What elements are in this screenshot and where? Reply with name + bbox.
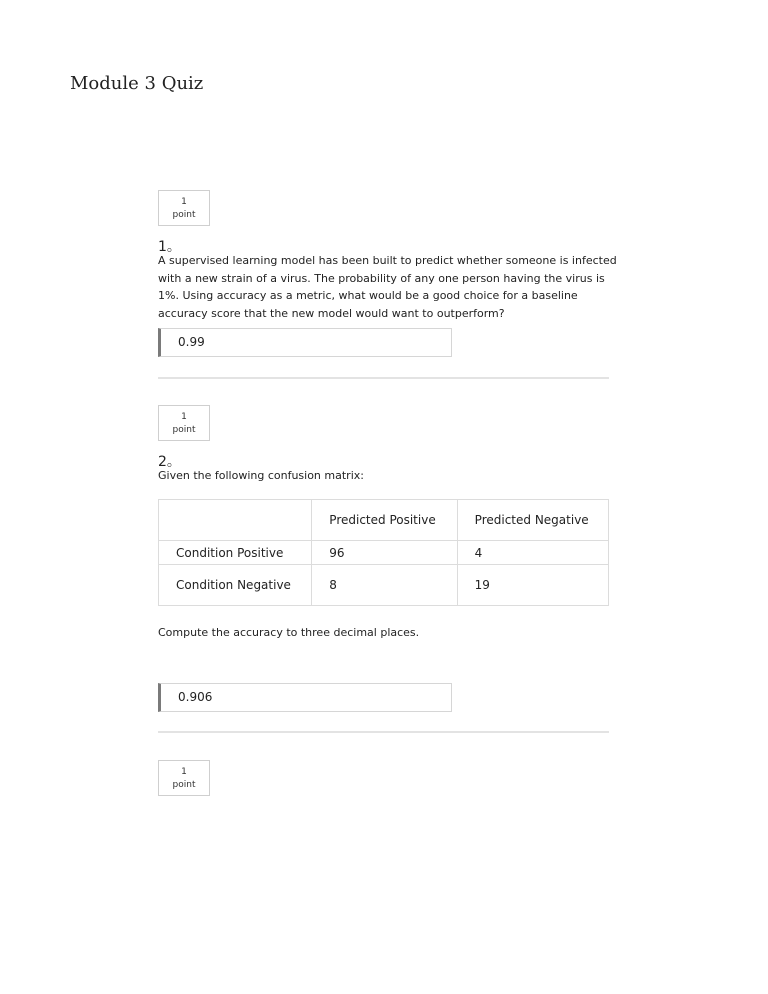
table-header-cell: Predicted Positive [312,500,457,541]
table-cell: 4 [457,541,608,565]
page-title: Module 3 Quiz [70,73,204,94]
table-header-cell [159,500,312,541]
points-badge [158,405,210,441]
table-cell: 8 [312,565,457,606]
answer-input[interactable]: 0.99 [158,328,452,357]
points-value: 1 [181,197,187,207]
confusion-matrix-table [158,499,609,606]
question-number: 1。 [158,239,181,255]
divider [158,731,609,733]
table-cell: 19 [457,565,608,606]
row-label: Condition Positive [159,541,312,565]
answer-input[interactable]: 0.906 [158,683,452,712]
points-label: point [172,425,196,435]
divider [158,377,609,379]
points-value: 1 [181,767,187,777]
question-text: A supervised learning model has been built to predict whether someone is infected with a new strain of a virus. The probability of any one person having the virus is 1%. Using accuracy as a metric, what would be a good choice for a baseline accuracy score that the new model would want to outperform? [158,254,617,320]
points-label: point [172,210,196,220]
table-row [159,541,609,565]
table-cell: 96 [312,541,457,565]
points-label: point [172,780,196,790]
row-label: Condition Negative [159,565,312,606]
question-number: 2。 [158,454,181,470]
points-badge [158,760,210,796]
points-badge [158,190,210,226]
question-followup-text: Compute the accuracy to three decimal places. [158,626,420,639]
table-header-row [159,500,609,541]
points-value: 1 [181,412,187,422]
table-header-cell: Predicted Negative [457,500,608,541]
table-row [159,565,609,606]
question-text: Given the following confusion matrix: [158,469,364,482]
